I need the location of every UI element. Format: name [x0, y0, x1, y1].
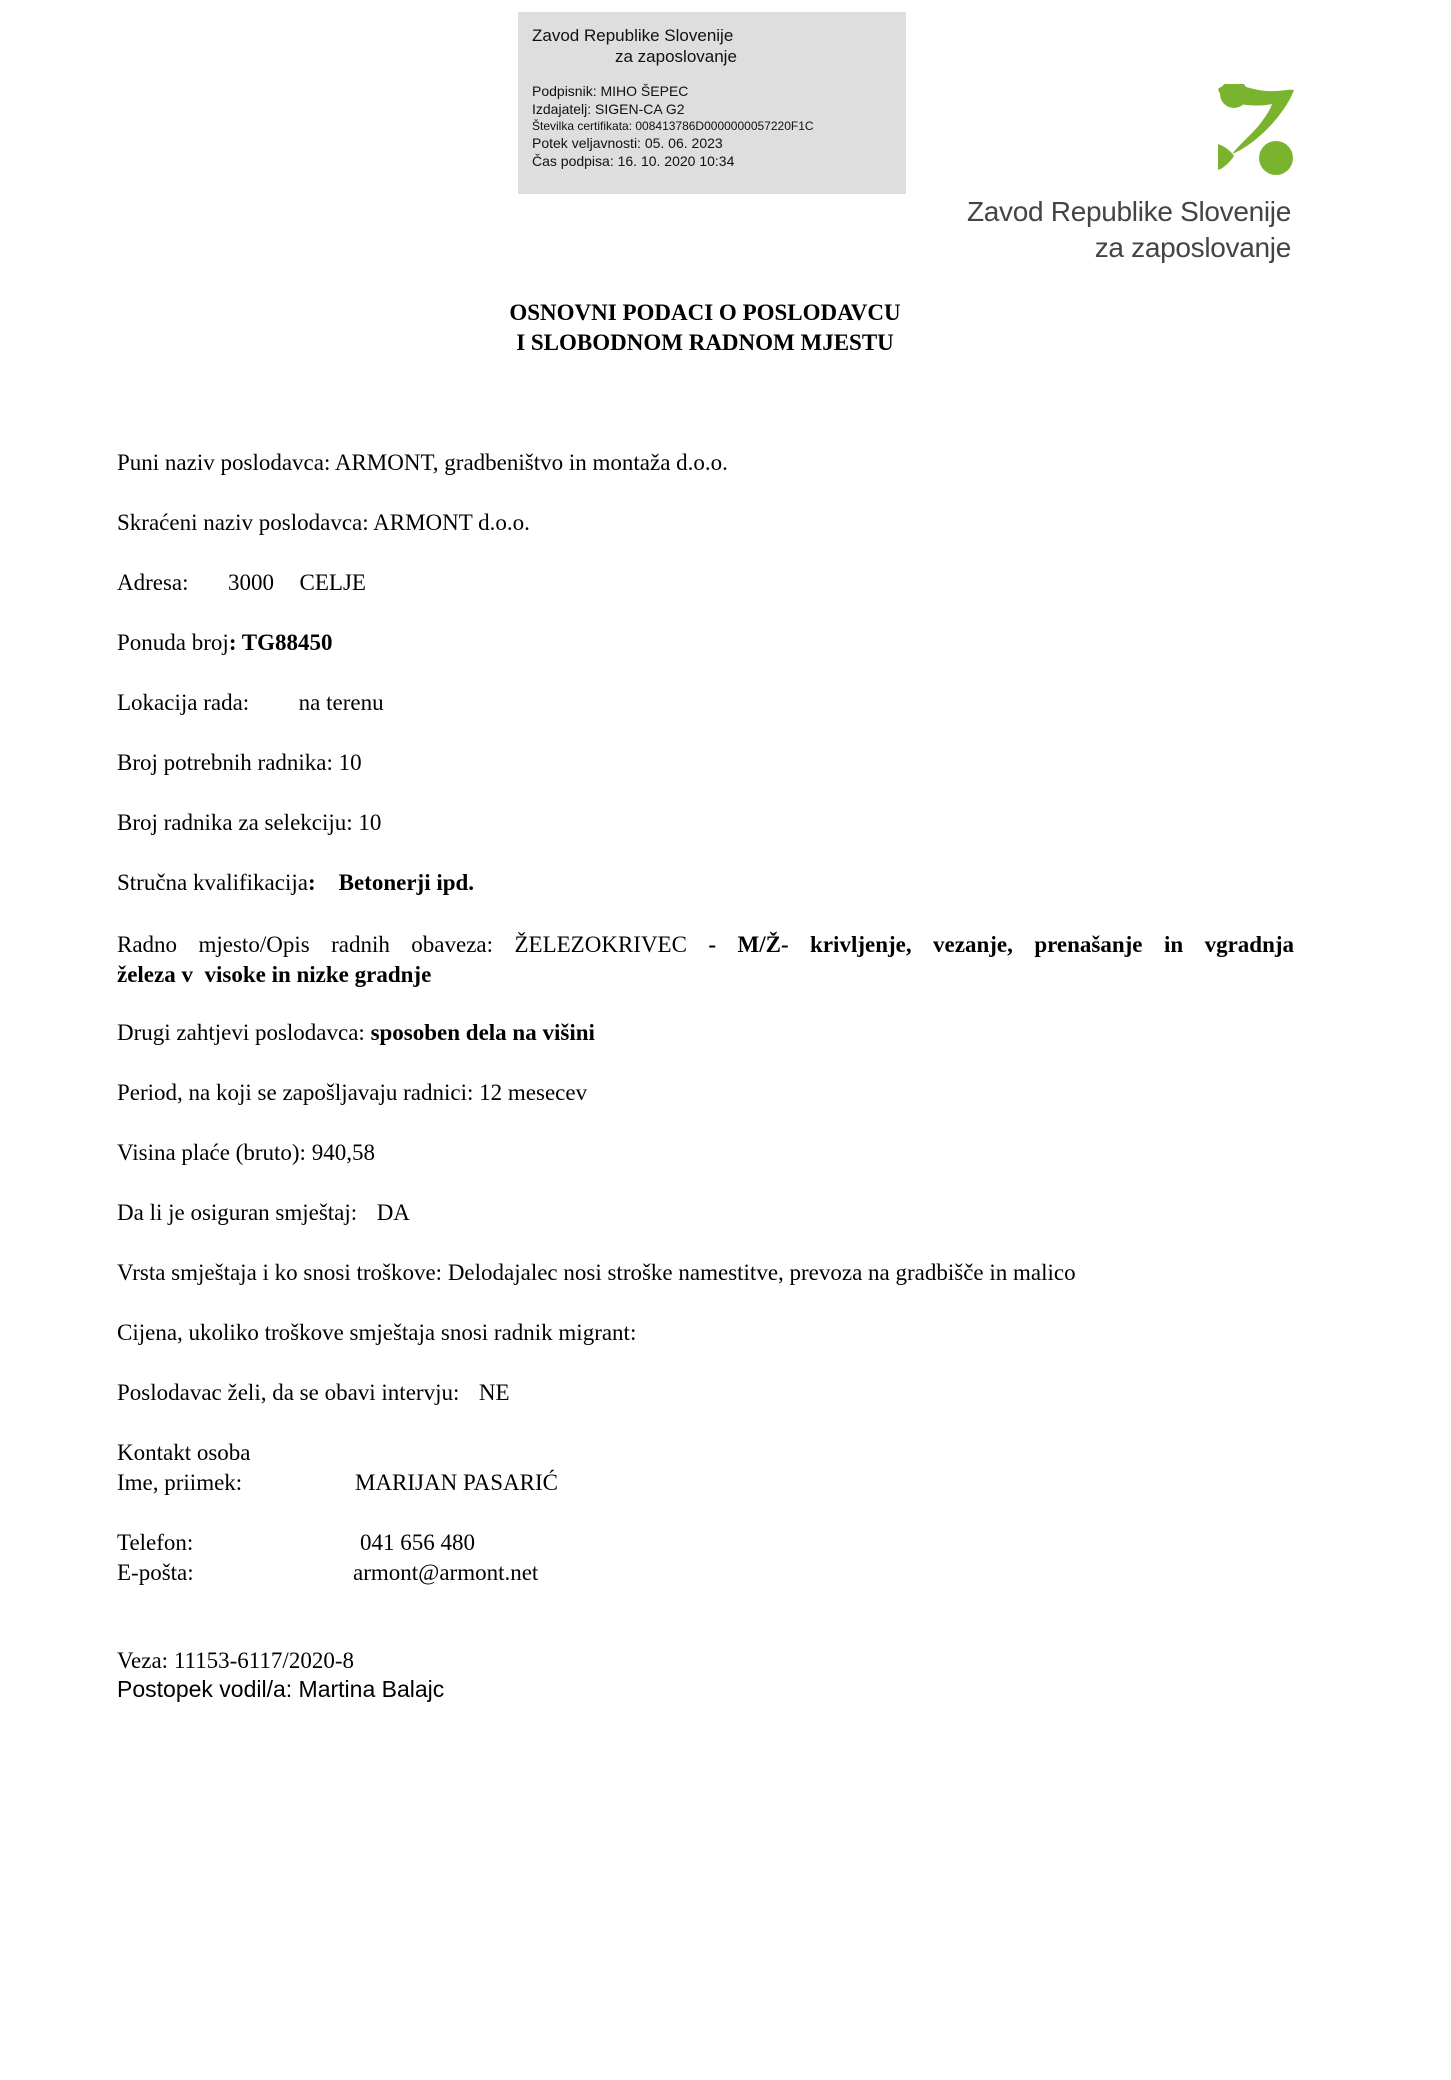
short-name-label: Skraćeni naziv poslodavca: [117, 510, 369, 535]
offer-label: Ponuda broj [117, 630, 229, 655]
address-label: Adresa: [117, 570, 189, 595]
reference-number: Veza: 11153-6117/2020-8 [117, 1648, 354, 1673]
period-value: 12 mesecev [479, 1080, 588, 1105]
field-salary [117, 1138, 375, 1168]
other-req-label: Drugi zahtjevi poslodavca: [117, 1020, 365, 1045]
field-price: Cijena, ukoliko troškove smještaja snosi radnik migrant: [117, 1320, 637, 1345]
contact-name: MARIJAN PASARIĆ [355, 1470, 559, 1495]
field-other-requirements [117, 1018, 595, 1048]
location-label: Lokacija rada: [117, 690, 250, 715]
full-name-value: ARMONT, gradbeništvo in montaža d.o.o. [334, 450, 728, 475]
field-qualification [117, 868, 474, 898]
city: CELJE [299, 570, 366, 595]
salary-value: 940,58 [311, 1140, 375, 1165]
interview-value: NE [478, 1380, 510, 1405]
field-offer-number [117, 628, 333, 658]
accommodation-label: Da li je osiguran smještaj: [117, 1200, 358, 1225]
signature-certificate: Številka certifikata: 008413786D0000000057220F1C [532, 119, 814, 133]
logo-text [967, 194, 1291, 266]
field-interview [117, 1378, 510, 1408]
job-title: ŽELEZOKRIVEC [514, 932, 687, 957]
period-label: Period, na koji se zapošljavaju radnici: [117, 1080, 474, 1105]
full-name-label: Puni naziv poslodavca: [117, 450, 331, 475]
contact-phone: 041 656 480 [360, 1530, 475, 1555]
contact-phone-label: Telefon: [117, 1530, 194, 1555]
job-desc-line1: - M/Ž- krivljenje, vezanje, prenašanje in vgradnja [708, 932, 1295, 957]
field-job-line1 [117, 930, 1294, 960]
workers-selection-label: Broj radnika za selekciju: [117, 810, 353, 835]
field-workers-selection [117, 808, 381, 838]
title-line2: I SLOBODNOM RADNOM MJESTU [516, 330, 894, 355]
signature-org-line1: Zavod Republike Slovenije [532, 26, 734, 45]
other-req-value: sposoben dela na višini [370, 1020, 595, 1045]
field-location [117, 688, 384, 718]
qualification-label: Stručna kvalifikacija [117, 870, 308, 895]
accommodation-value: DA [376, 1200, 410, 1225]
handled-by: Postopek vodil/a: Martina Balajc [117, 1676, 445, 1702]
logo-text-line2: za zaposlovanje [1094, 232, 1291, 263]
workers-selection-value: 10 [358, 810, 382, 835]
field-accommodation-type [117, 1258, 1076, 1288]
page-title [0, 298, 1410, 358]
short-name-value: ARMONT d.o.o. [373, 510, 530, 535]
logo-text-line1: Zavod Republike Slovenije [966, 196, 1291, 227]
interview-label: Poslodavac želi, da se obavi intervju: [117, 1380, 460, 1405]
postal-code: 3000 [228, 570, 275, 595]
contact-email-label: E-pošta: [117, 1560, 194, 1585]
signature-issuer: Izdajatelj: SIGEN-CA G2 [532, 101, 685, 117]
title-line1: OSNOVNI PODACI O POSLODAVCU [509, 300, 901, 325]
qualification-value: : Betonerji ipd. [307, 870, 475, 895]
zrss-logo-icon [1218, 84, 1294, 178]
contact-heading: Kontakt osoba [117, 1440, 251, 1465]
salary-label: Visina plaće (bruto): [117, 1140, 306, 1165]
workers-needed-value: 10 [338, 750, 362, 775]
accommodation-type-label: Vrsta smještaja i ko snosi troškove: [117, 1260, 443, 1285]
signature-signer: Podpisnik: MIHO ŠEPEC [532, 83, 689, 99]
field-workers-needed [117, 748, 362, 778]
workers-needed-label: Broj potrebnih radnika: [117, 750, 333, 775]
signature-time: Čas podpisa: 16. 10. 2020 10:34 [532, 153, 735, 169]
accommodation-type-value: Delodajalec nosi stroške namestitve, prevoza na gradbišče in malico [447, 1260, 1076, 1285]
job-desc-line2: železa v visoke in nizke gradnje [117, 962, 432, 987]
signature-box [518, 12, 906, 194]
contact-name-label: Ime, priimek: [117, 1470, 243, 1495]
location-value: na terenu [298, 690, 384, 715]
offer-value: : TG88450 [228, 630, 333, 655]
field-accommodation [117, 1198, 410, 1228]
field-period [117, 1078, 587, 1108]
contact-email: armont@armont.net [353, 1560, 539, 1585]
field-full-name [117, 448, 728, 478]
job-label: Radno mjesto/Opis radnih obaveza: [117, 932, 494, 957]
signature-validity: Potek veljavnosti: 05. 06. 2023 [532, 135, 723, 151]
field-address [117, 568, 366, 598]
signature-org-line2: za zaposlovanje [615, 47, 737, 66]
field-short-name [117, 508, 530, 538]
